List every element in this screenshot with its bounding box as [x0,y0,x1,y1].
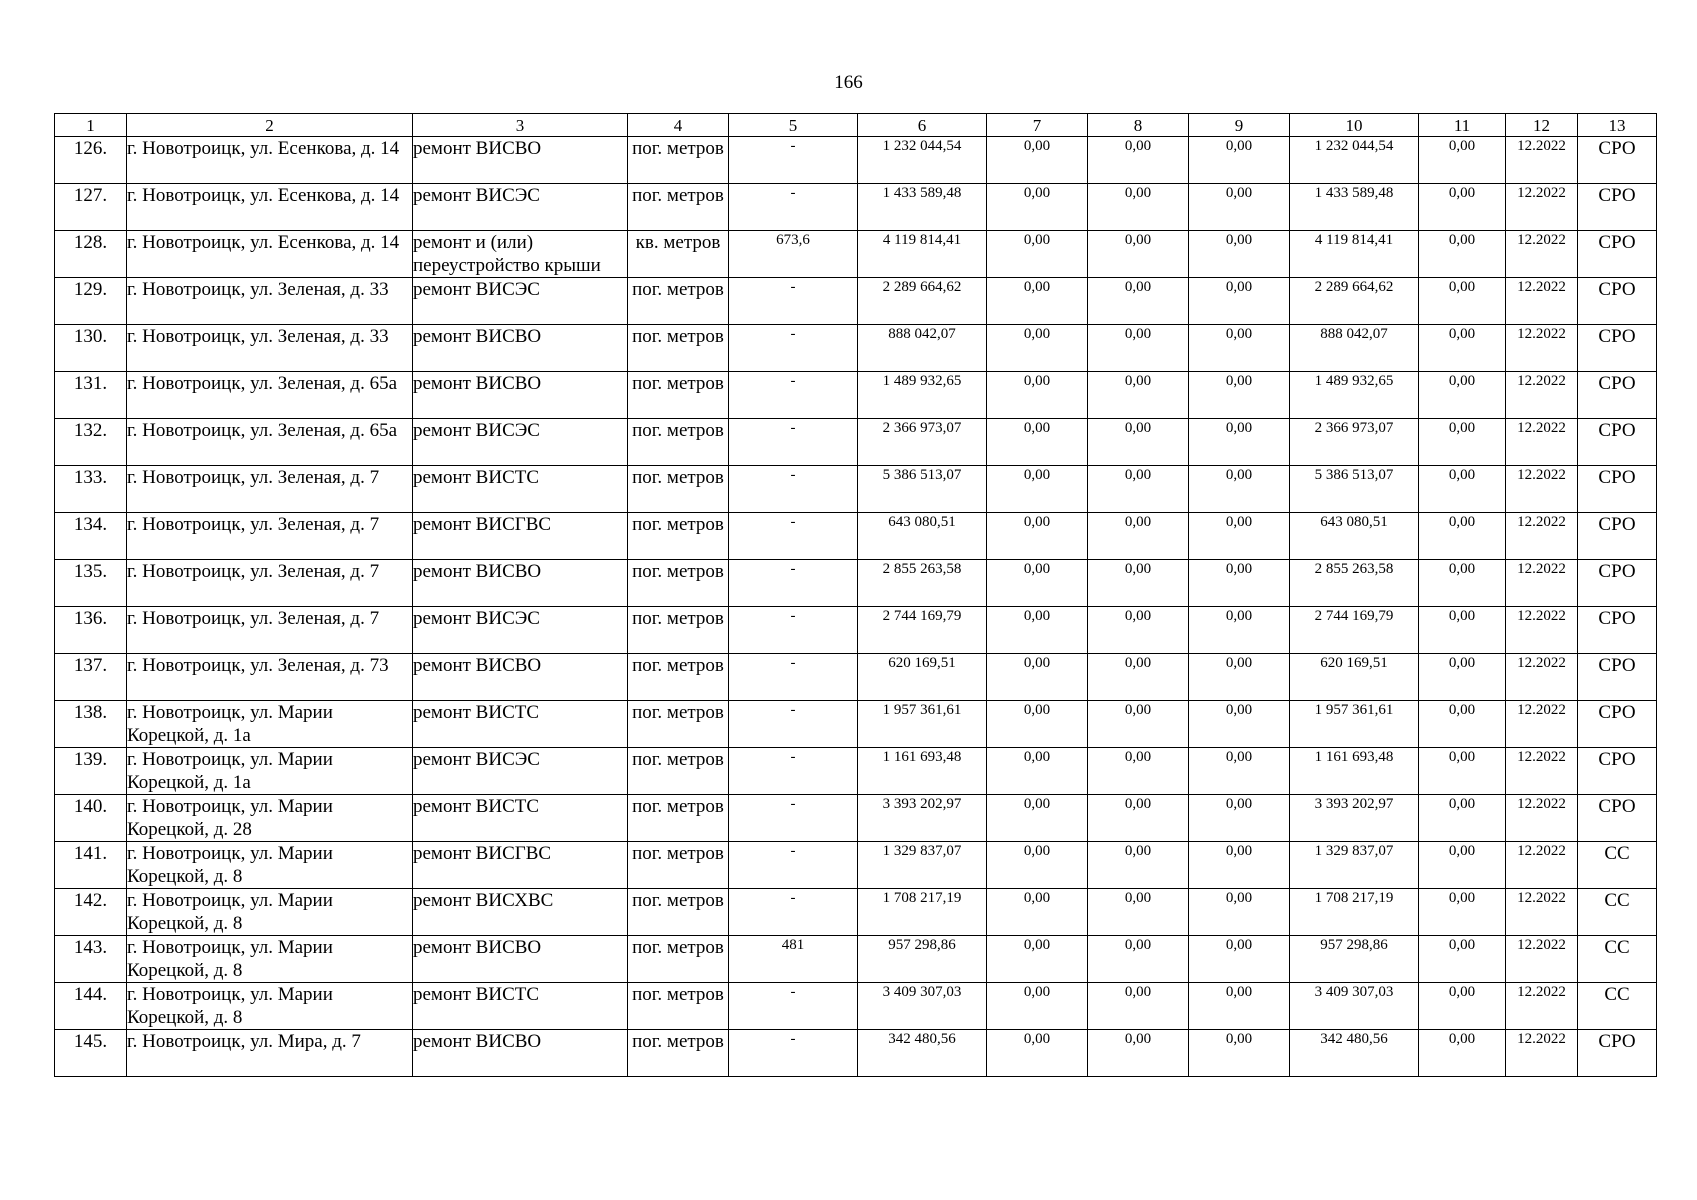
fund-col-7-cell: 0,00 [987,466,1088,513]
unit-cell: пог. метров [628,983,729,1030]
column-header: 6 [858,114,987,137]
fund-col-7-cell: 0,00 [987,983,1088,1030]
address-cell: г. Новотроицк, ул. Марии Корецкой, д. 8 [127,936,413,983]
completion-date-cell: 12.2022 [1506,983,1578,1030]
work-type-cell: ремонт ВИСГВС [413,842,628,889]
fund-col-9-cell: 0,00 [1189,607,1290,654]
address-cell: г. Новотроицк, ул. Марии Корецкой, д. 8 [127,842,413,889]
quantity-cell: - [729,560,858,607]
row-number-cell: 132. [55,419,127,466]
fund-col-8-cell: 0,00 [1088,654,1189,701]
completion-date-cell: 12.2022 [1506,889,1578,936]
fund-col-9-cell: 0,00 [1189,466,1290,513]
fund-col-7-cell: 0,00 [987,231,1088,278]
total-cost-cell: 620 169,51 [858,654,987,701]
row-number-cell: 129. [55,278,127,325]
table-row [55,842,1657,889]
work-type-cell: ремонт ВИСЭС [413,278,628,325]
table-row [55,560,1657,607]
row-number-cell: 143. [55,936,127,983]
page-number: 166 [834,72,863,93]
unit-cell: пог. метров [628,466,729,513]
total-cost-cell: 957 298,86 [858,936,987,983]
fund-col-10-cell: 888 042,07 [1290,325,1419,372]
completion-date-cell: 12.2022 [1506,466,1578,513]
fund-col-8-cell: 0,00 [1088,231,1189,278]
fund-col-10-cell: 1 161 693,48 [1290,748,1419,795]
address-cell: г. Новотроицк, ул. Марии Корецкой, д. 8 [127,889,413,936]
unit-cell: пог. метров [628,184,729,231]
fund-col-7-cell: 0,00 [987,701,1088,748]
fund-col-11-cell: 0,00 [1419,231,1506,278]
completion-date-cell: 12.2022 [1506,748,1578,795]
fund-col-11-cell: 0,00 [1419,325,1506,372]
fund-col-9-cell: 0,00 [1189,231,1290,278]
column-header: 1 [55,114,127,137]
fund-col-8-cell: 0,00 [1088,748,1189,795]
funding-category-cell: СС [1578,983,1657,1030]
total-cost-cell: 1 708 217,19 [858,889,987,936]
fund-col-11-cell: 0,00 [1419,983,1506,1030]
fund-col-9-cell: 0,00 [1189,701,1290,748]
fund-col-10-cell: 342 480,56 [1290,1030,1419,1077]
fund-col-9-cell: 0,00 [1189,889,1290,936]
fund-col-10-cell: 3 393 202,97 [1290,795,1419,842]
completion-date-cell: 12.2022 [1506,419,1578,466]
table-row [55,325,1657,372]
fund-col-8-cell: 0,00 [1088,795,1189,842]
row-number-cell: 126. [55,137,127,184]
fund-col-9-cell: 0,00 [1189,419,1290,466]
column-header: 12 [1506,114,1578,137]
fund-col-11-cell: 0,00 [1419,278,1506,325]
fund-col-9-cell: 0,00 [1189,278,1290,325]
quantity-cell: - [729,654,858,701]
fund-col-11-cell: 0,00 [1419,654,1506,701]
unit-cell: пог. метров [628,513,729,560]
quantity-cell: 673,6 [729,231,858,278]
fund-col-7-cell: 0,00 [987,889,1088,936]
unit-cell: пог. метров [628,701,729,748]
fund-col-7-cell: 0,00 [987,419,1088,466]
row-number-cell: 128. [55,231,127,278]
fund-col-9-cell: 0,00 [1189,842,1290,889]
fund-col-7-cell: 0,00 [987,842,1088,889]
completion-date-cell: 12.2022 [1506,184,1578,231]
table-row [55,701,1657,748]
fund-col-10-cell: 2 855 263,58 [1290,560,1419,607]
quantity-cell: - [729,184,858,231]
work-type-cell: ремонт и (или) переустройство крыши [413,231,628,278]
funding-category-cell: СРО [1578,278,1657,325]
column-header: 13 [1578,114,1657,137]
quantity-cell: - [729,983,858,1030]
total-cost-cell: 1 329 837,07 [858,842,987,889]
work-type-cell: ремонт ВИСТС [413,466,628,513]
table-row [55,654,1657,701]
address-cell: г. Новотроицк, ул. Зеленая, д. 33 [127,325,413,372]
fund-col-9-cell: 0,00 [1189,372,1290,419]
fund-col-10-cell: 1 232 044,54 [1290,137,1419,184]
work-type-cell: ремонт ВИСТС [413,701,628,748]
column-number-row [55,114,1657,137]
completion-date-cell: 12.2022 [1506,372,1578,419]
column-header: 3 [413,114,628,137]
table-row [55,1030,1657,1077]
unit-cell: пог. метров [628,325,729,372]
total-cost-cell: 1 433 589,48 [858,184,987,231]
completion-date-cell: 12.2022 [1506,701,1578,748]
funding-category-cell: СРО [1578,748,1657,795]
fund-col-11-cell: 0,00 [1419,560,1506,607]
fund-col-10-cell: 5 386 513,07 [1290,466,1419,513]
quantity-cell: - [729,278,858,325]
completion-date-cell: 12.2022 [1506,513,1578,560]
funding-category-cell: СРО [1578,560,1657,607]
quantity-cell: - [729,372,858,419]
total-cost-cell: 643 080,51 [858,513,987,560]
row-number-cell: 141. [55,842,127,889]
unit-cell: пог. метров [628,137,729,184]
fund-col-9-cell: 0,00 [1189,795,1290,842]
total-cost-cell: 1 232 044,54 [858,137,987,184]
table-row [55,748,1657,795]
total-cost-cell: 1 161 693,48 [858,748,987,795]
fund-col-7-cell: 0,00 [987,607,1088,654]
column-header: 7 [987,114,1088,137]
fund-col-10-cell: 2 744 169,79 [1290,607,1419,654]
funding-category-cell: СРО [1578,701,1657,748]
unit-cell: пог. метров [628,372,729,419]
funding-category-cell: СРО [1578,325,1657,372]
row-number-cell: 131. [55,372,127,419]
address-cell: г. Новотроицк, ул. Зеленая, д. 33 [127,278,413,325]
row-number-cell: 136. [55,607,127,654]
quantity-cell: - [729,513,858,560]
quantity-cell: - [729,842,858,889]
funding-category-cell: СС [1578,936,1657,983]
row-number-cell: 142. [55,889,127,936]
fund-col-7-cell: 0,00 [987,325,1088,372]
address-cell: г. Новотроицк, ул. Есенкова, д. 14 [127,184,413,231]
address-cell: г. Новотроицк, ул. Зеленая, д. 65а [127,419,413,466]
quantity-cell: - [729,325,858,372]
column-header: 2 [127,114,413,137]
address-cell: г. Новотроицк, ул. Зеленая, д. 73 [127,654,413,701]
unit-cell: пог. метров [628,419,729,466]
unit-cell: пог. метров [628,654,729,701]
address-cell: г. Новотроицк, ул. Марии Корецкой, д. 1а [127,701,413,748]
work-type-cell: ремонт ВИСГВС [413,513,628,560]
table-row [55,983,1657,1030]
work-type-cell: ремонт ВИСВО [413,1030,628,1077]
address-cell: г. Новотроицк, ул. Есенкова, д. 14 [127,231,413,278]
fund-col-7-cell: 0,00 [987,184,1088,231]
fund-col-11-cell: 0,00 [1419,466,1506,513]
row-number-cell: 144. [55,983,127,1030]
fund-col-9-cell: 0,00 [1189,936,1290,983]
table-row [55,419,1657,466]
fund-col-8-cell: 0,00 [1088,983,1189,1030]
completion-date-cell: 12.2022 [1506,936,1578,983]
address-cell: г. Новотроицк, ул. Зеленая, д. 7 [127,560,413,607]
fund-col-11-cell: 0,00 [1419,748,1506,795]
completion-date-cell: 12.2022 [1506,1030,1578,1077]
fund-col-11-cell: 0,00 [1419,184,1506,231]
work-type-cell: ремонт ВИСВО [413,936,628,983]
quantity-cell: - [729,1030,858,1077]
fund-col-7-cell: 0,00 [987,795,1088,842]
completion-date-cell: 12.2022 [1506,842,1578,889]
funding-category-cell: СРО [1578,513,1657,560]
fund-col-10-cell: 1 708 217,19 [1290,889,1419,936]
quantity-cell: - [729,795,858,842]
fund-col-8-cell: 0,00 [1088,466,1189,513]
column-header: 9 [1189,114,1290,137]
work-type-cell: ремонт ВИСВО [413,560,628,607]
fund-col-11-cell: 0,00 [1419,889,1506,936]
unit-cell: пог. метров [628,795,729,842]
completion-date-cell: 12.2022 [1506,560,1578,607]
fund-col-10-cell: 1 433 589,48 [1290,184,1419,231]
fund-col-7-cell: 0,00 [987,654,1088,701]
funding-category-cell: СРО [1578,372,1657,419]
fund-col-10-cell: 1 957 361,61 [1290,701,1419,748]
completion-date-cell: 12.2022 [1506,325,1578,372]
fund-col-11-cell: 0,00 [1419,701,1506,748]
completion-date-cell: 12.2022 [1506,654,1578,701]
fund-col-9-cell: 0,00 [1189,560,1290,607]
table-row [55,278,1657,325]
fund-col-7-cell: 0,00 [987,137,1088,184]
column-header: 8 [1088,114,1189,137]
fund-col-8-cell: 0,00 [1088,1030,1189,1077]
fund-col-8-cell: 0,00 [1088,560,1189,607]
repair-program-table [54,113,1657,1077]
work-type-cell: ремонт ВИСЭС [413,184,628,231]
address-cell: г. Новотроицк, ул. Зеленая, д. 65а [127,372,413,419]
fund-col-9-cell: 0,00 [1189,748,1290,795]
total-cost-cell: 342 480,56 [858,1030,987,1077]
fund-col-10-cell: 957 298,86 [1290,936,1419,983]
fund-col-10-cell: 1 329 837,07 [1290,842,1419,889]
fund-col-11-cell: 0,00 [1419,372,1506,419]
table-row [55,372,1657,419]
unit-cell: пог. метров [628,1030,729,1077]
fund-col-8-cell: 0,00 [1088,513,1189,560]
quantity-cell: - [729,701,858,748]
completion-date-cell: 12.2022 [1506,607,1578,654]
fund-col-10-cell: 643 080,51 [1290,513,1419,560]
fund-col-8-cell: 0,00 [1088,372,1189,419]
row-number-cell: 130. [55,325,127,372]
column-header: 5 [729,114,858,137]
total-cost-cell: 3 409 307,03 [858,983,987,1030]
total-cost-cell: 1 957 361,61 [858,701,987,748]
address-cell: г. Новотроицк, ул. Мира, д. 7 [127,1030,413,1077]
work-type-cell: ремонт ВИСЭС [413,607,628,654]
row-number-cell: 138. [55,701,127,748]
quantity-cell: 481 [729,936,858,983]
fund-col-11-cell: 0,00 [1419,1030,1506,1077]
fund-col-11-cell: 0,00 [1419,936,1506,983]
fund-col-7-cell: 0,00 [987,748,1088,795]
fund-col-9-cell: 0,00 [1189,513,1290,560]
fund-col-8-cell: 0,00 [1088,889,1189,936]
total-cost-cell: 2 855 263,58 [858,560,987,607]
fund-col-7-cell: 0,00 [987,372,1088,419]
fund-col-7-cell: 0,00 [987,936,1088,983]
address-cell: г. Новотроицк, ул. Есенкова, д. 14 [127,137,413,184]
address-cell: г. Новотроицк, ул. Зеленая, д. 7 [127,513,413,560]
fund-col-8-cell: 0,00 [1088,278,1189,325]
funding-category-cell: СРО [1578,795,1657,842]
fund-col-10-cell: 620 169,51 [1290,654,1419,701]
fund-col-7-cell: 0,00 [987,1030,1088,1077]
fund-col-9-cell: 0,00 [1189,137,1290,184]
total-cost-cell: 2 744 169,79 [858,607,987,654]
work-type-cell: ремонт ВИСВО [413,654,628,701]
fund-col-10-cell: 2 366 973,07 [1290,419,1419,466]
fund-col-8-cell: 0,00 [1088,325,1189,372]
unit-cell: пог. метров [628,560,729,607]
fund-col-9-cell: 0,00 [1189,325,1290,372]
table-row [55,137,1657,184]
fund-col-11-cell: 0,00 [1419,795,1506,842]
work-type-cell: ремонт ВИСЭС [413,419,628,466]
row-number-cell: 127. [55,184,127,231]
fund-col-10-cell: 2 289 664,62 [1290,278,1419,325]
work-type-cell: ремонт ВИСТС [413,795,628,842]
fund-col-7-cell: 0,00 [987,278,1088,325]
unit-cell: пог. метров [628,889,729,936]
table-row [55,889,1657,936]
funding-category-cell: СРО [1578,184,1657,231]
total-cost-cell: 888 042,07 [858,325,987,372]
fund-col-11-cell: 0,00 [1419,513,1506,560]
funding-category-cell: СРО [1578,137,1657,184]
column-header: 11 [1419,114,1506,137]
fund-col-8-cell: 0,00 [1088,607,1189,654]
fund-col-10-cell: 4 119 814,41 [1290,231,1419,278]
unit-cell: пог. метров [628,278,729,325]
funding-category-cell: СРО [1578,466,1657,513]
fund-col-8-cell: 0,00 [1088,842,1189,889]
column-header: 4 [628,114,729,137]
work-type-cell: ремонт ВИСВО [413,372,628,419]
fund-col-7-cell: 0,00 [987,513,1088,560]
fund-col-9-cell: 0,00 [1189,184,1290,231]
table-row [55,513,1657,560]
funding-category-cell: СС [1578,842,1657,889]
fund-col-9-cell: 0,00 [1189,983,1290,1030]
unit-cell: кв. метров [628,231,729,278]
fund-col-10-cell: 3 409 307,03 [1290,983,1419,1030]
table-row [55,231,1657,278]
fund-col-7-cell: 0,00 [987,560,1088,607]
table-row [55,184,1657,231]
address-cell: г. Новотроицк, ул. Зеленая, д. 7 [127,466,413,513]
total-cost-cell: 3 393 202,97 [858,795,987,842]
fund-col-8-cell: 0,00 [1088,701,1189,748]
table-row [55,607,1657,654]
funding-category-cell: СРО [1578,1030,1657,1077]
funding-category-cell: СРО [1578,607,1657,654]
fund-col-11-cell: 0,00 [1419,842,1506,889]
quantity-cell: - [729,607,858,654]
fund-col-11-cell: 0,00 [1419,607,1506,654]
completion-date-cell: 12.2022 [1506,137,1578,184]
work-type-cell: ремонт ВИСТС [413,983,628,1030]
completion-date-cell: 12.2022 [1506,231,1578,278]
row-number-cell: 145. [55,1030,127,1077]
row-number-cell: 137. [55,654,127,701]
unit-cell: пог. метров [628,842,729,889]
unit-cell: пог. метров [628,607,729,654]
quantity-cell: - [729,466,858,513]
row-number-cell: 133. [55,466,127,513]
work-type-cell: ремонт ВИСЭС [413,748,628,795]
address-cell: г. Новотроицк, ул. Марии Корецкой, д. 8 [127,983,413,1030]
funding-category-cell: СС [1578,889,1657,936]
work-type-cell: ремонт ВИСХВС [413,889,628,936]
total-cost-cell: 4 119 814,41 [858,231,987,278]
unit-cell: пог. метров [628,748,729,795]
address-cell: г. Новотроицк, ул. Марии Корецкой, д. 1а [127,748,413,795]
quantity-cell: - [729,889,858,936]
quantity-cell: - [729,748,858,795]
fund-col-11-cell: 0,00 [1419,419,1506,466]
work-type-cell: ремонт ВИСВО [413,137,628,184]
quantity-cell: - [729,419,858,466]
fund-col-10-cell: 1 489 932,65 [1290,372,1419,419]
table-row [55,795,1657,842]
fund-col-9-cell: 0,00 [1189,654,1290,701]
unit-cell: пог. метров [628,936,729,983]
fund-col-9-cell: 0,00 [1189,1030,1290,1077]
quantity-cell: - [729,137,858,184]
fund-col-8-cell: 0,00 [1088,184,1189,231]
total-cost-cell: 2 289 664,62 [858,278,987,325]
total-cost-cell: 2 366 973,07 [858,419,987,466]
funding-category-cell: СРО [1578,419,1657,466]
fund-col-11-cell: 0,00 [1419,137,1506,184]
total-cost-cell: 5 386 513,07 [858,466,987,513]
fund-col-8-cell: 0,00 [1088,137,1189,184]
column-header: 10 [1290,114,1419,137]
funding-category-cell: СРО [1578,654,1657,701]
row-number-cell: 134. [55,513,127,560]
work-type-cell: ремонт ВИСВО [413,325,628,372]
table-row [55,466,1657,513]
address-cell: г. Новотроицк, ул. Марии Корецкой, д. 28 [127,795,413,842]
fund-col-8-cell: 0,00 [1088,419,1189,466]
funding-category-cell: СРО [1578,231,1657,278]
fund-col-8-cell: 0,00 [1088,936,1189,983]
table-row [55,936,1657,983]
address-cell: г. Новотроицк, ул. Зеленая, д. 7 [127,607,413,654]
row-number-cell: 139. [55,748,127,795]
completion-date-cell: 12.2022 [1506,278,1578,325]
row-number-cell: 140. [55,795,127,842]
completion-date-cell: 12.2022 [1506,795,1578,842]
total-cost-cell: 1 489 932,65 [858,372,987,419]
row-number-cell: 135. [55,560,127,607]
